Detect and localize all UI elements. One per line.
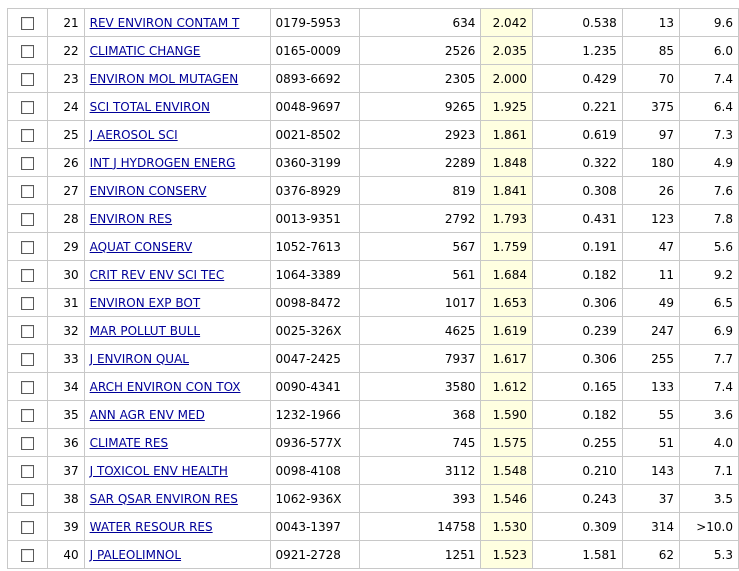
impact-factor-cell: 1.546 [481,485,533,513]
select-cell [8,373,48,401]
impact-factor-cell: 1.841 [481,177,533,205]
journal-title-link[interactable]: ENVIRON CONSERV [89,183,207,198]
issn-cell: 0179-5953 [270,9,360,37]
total-cites-cell: 567 [360,233,481,261]
cited-half-life-cell: 7.1 [680,457,739,485]
rank-cell: 24 [47,93,84,121]
rank-cell: 21 [47,9,84,37]
rank-cell: 22 [47,37,84,65]
cited-half-life-cell: 4.0 [680,429,739,457]
impact-factor-cell: 1.925 [481,93,533,121]
total-cites-cell: 2792 [360,205,481,233]
row-select-checkbox[interactable] [21,465,34,478]
articles-cell: 37 [622,485,679,513]
impact-factor-cell: 2.000 [481,65,533,93]
journal-title-link[interactable]: J ENVIRON QUAL [89,351,189,366]
cited-half-life-cell: 7.6 [680,177,739,205]
total-cites-cell: 9265 [360,93,481,121]
issn-cell: 0048-9697 [270,93,360,121]
row-select-checkbox[interactable] [21,213,34,226]
issn-cell: 0165-0009 [270,37,360,65]
issn-cell: 0021-8502 [270,121,360,149]
journal-title-link[interactable]: REV ENVIRON CONTAM T [89,15,240,30]
select-cell [8,149,48,177]
table-row [8,149,739,177]
issn-cell: 0921-2728 [270,541,360,569]
table-row [8,373,739,401]
immediacy-index-cell: 0.538 [532,9,622,37]
journal-title-cell [84,541,270,569]
articles-cell: 62 [622,541,679,569]
immediacy-index-cell: 0.165 [532,373,622,401]
total-cites-cell: 1251 [360,541,481,569]
select-cell [8,485,48,513]
cited-half-life-cell: 9.2 [680,261,739,289]
impact-factor-cell: 1.590 [481,401,533,429]
journal-title-cell [84,289,270,317]
rank-cell: 34 [47,373,84,401]
select-cell [8,457,48,485]
select-cell [8,317,48,345]
total-cites-cell: 634 [360,9,481,37]
cited-half-life-cell: 6.5 [680,289,739,317]
journal-title-link[interactable]: WATER RESOUR RES [89,519,213,534]
articles-cell: 13 [622,9,679,37]
journal-title-cell [84,37,270,65]
total-cites-cell: 393 [360,485,481,513]
total-cites-cell: 4625 [360,317,481,345]
rank-cell: 39 [47,513,84,541]
select-cell [8,233,48,261]
immediacy-index-cell: 0.309 [532,513,622,541]
journal-title-link[interactable]: MAR POLLUT BULL [89,323,201,338]
articles-cell: 375 [622,93,679,121]
impact-factor-cell: 1.575 [481,429,533,457]
journal-title-cell [84,429,270,457]
issn-cell: 1064-3389 [270,261,360,289]
impact-factor-cell: 1.793 [481,205,533,233]
rank-cell: 23 [47,65,84,93]
immediacy-index-cell: 0.255 [532,429,622,457]
row-select-checkbox[interactable] [21,157,34,170]
journal-title-link[interactable]: J PALEOLIMNOL [89,547,182,562]
journal-title-link[interactable]: ANN AGR ENV MED [89,407,205,422]
table-row [8,289,739,317]
total-cites-cell: 14758 [360,513,481,541]
cited-half-life-cell: 4.9 [680,149,739,177]
table-row [8,9,739,37]
issn-cell: 0893-6692 [270,65,360,93]
rank-cell: 37 [47,457,84,485]
impact-factor-cell: 1.653 [481,289,533,317]
rank-cell: 38 [47,485,84,513]
journal-title-cell [84,149,270,177]
journal-title-link[interactable]: ARCH ENVIRON CON TOX [89,379,241,394]
rank-cell: 30 [47,261,84,289]
table-row [8,485,739,513]
issn-cell: 0360-3199 [270,149,360,177]
cited-half-life-cell: 7.4 [680,373,739,401]
total-cites-cell: 2305 [360,65,481,93]
journal-title-cell [84,401,270,429]
immediacy-index-cell: 0.182 [532,261,622,289]
impact-factor-cell: 1.617 [481,345,533,373]
row-select-checkbox[interactable] [21,409,34,422]
articles-cell: 123 [622,205,679,233]
articles-cell: 133 [622,373,679,401]
articles-cell: 97 [622,121,679,149]
table-row [8,177,739,205]
journal-title-cell [84,233,270,261]
articles-cell: 143 [622,457,679,485]
journal-table-body [8,9,739,569]
impact-factor-cell: 2.035 [481,37,533,65]
journal-table [7,8,739,569]
issn-cell: 0376-8929 [270,177,360,205]
issn-cell: 1052-7613 [270,233,360,261]
journal-title-cell [84,121,270,149]
journal-title-link[interactable]: CLIMATE RES [89,435,169,450]
rank-cell: 29 [47,233,84,261]
total-cites-cell: 7937 [360,345,481,373]
cited-half-life-cell: 5.3 [680,541,739,569]
immediacy-index-cell: 0.239 [532,317,622,345]
table-row [8,401,739,429]
table-row [8,233,739,261]
table-row [8,457,739,485]
rank-cell: 40 [47,541,84,569]
table-row [8,93,739,121]
table-row [8,37,739,65]
total-cites-cell: 368 [360,401,481,429]
articles-cell: 180 [622,149,679,177]
articles-cell: 49 [622,289,679,317]
select-cell [8,541,48,569]
impact-factor-cell: 1.548 [481,457,533,485]
journal-title-link[interactable]: CLIMATIC CHANGE [89,43,201,58]
select-cell [8,289,48,317]
select-cell [8,93,48,121]
total-cites-cell: 2289 [360,149,481,177]
rank-cell: 26 [47,149,84,177]
rank-cell: 25 [47,121,84,149]
row-select-checkbox[interactable] [21,521,34,534]
journal-title-cell [84,373,270,401]
immediacy-index-cell: 0.429 [532,65,622,93]
articles-cell: 247 [622,317,679,345]
immediacy-index-cell: 0.221 [532,93,622,121]
journal-title-link[interactable]: CRIT REV ENV SCI TEC [89,267,225,282]
total-cites-cell: 2923 [360,121,481,149]
issn-cell: 0090-4341 [270,373,360,401]
impact-factor-cell: 1.619 [481,317,533,345]
rank-cell: 35 [47,401,84,429]
total-cites-cell: 3112 [360,457,481,485]
table-row [8,429,739,457]
row-select-checkbox[interactable] [21,381,34,394]
row-select-checkbox[interactable] [21,269,34,282]
total-cites-cell: 2526 [360,37,481,65]
journal-title-cell [84,457,270,485]
total-cites-cell: 561 [360,261,481,289]
journal-title-link[interactable]: J AEROSOL SCI [89,127,178,142]
articles-cell: 85 [622,37,679,65]
select-cell [8,261,48,289]
select-cell [8,345,48,373]
row-select-checkbox[interactable] [21,353,34,366]
immediacy-index-cell: 0.619 [532,121,622,149]
table-row [8,205,739,233]
table-row [8,65,739,93]
articles-cell: 11 [622,261,679,289]
row-select-checkbox[interactable] [21,437,34,450]
impact-factor-cell: 1.684 [481,261,533,289]
issn-cell: 0098-4108 [270,457,360,485]
issn-cell: 0098-8472 [270,289,360,317]
immediacy-index-cell: 0.306 [532,345,622,373]
impact-factor-cell: 1.759 [481,233,533,261]
journal-title-cell [84,205,270,233]
row-select-checkbox[interactable] [21,17,34,30]
immediacy-index-cell: 0.431 [532,205,622,233]
cited-half-life-cell: 3.5 [680,485,739,513]
journal-title-link[interactable]: J TOXICOL ENV HEALTH [89,463,228,478]
row-select-checkbox[interactable] [21,45,34,58]
issn-cell: 0013-9351 [270,205,360,233]
table-row [8,541,739,569]
total-cites-cell: 1017 [360,289,481,317]
row-select-checkbox[interactable] [21,493,34,506]
row-select-checkbox[interactable] [21,185,34,198]
impact-factor-cell: 1.530 [481,513,533,541]
immediacy-index-cell: 1.581 [532,541,622,569]
impact-factor-cell: 2.042 [481,9,533,37]
row-select-checkbox[interactable] [21,325,34,338]
cited-half-life-cell: 5.6 [680,233,739,261]
cited-half-life-cell: 7.8 [680,205,739,233]
journal-title-link[interactable]: AQUAT CONSERV [89,239,193,254]
impact-factor-cell: 1.861 [481,121,533,149]
cited-half-life-cell: 3.6 [680,401,739,429]
journal-title-link[interactable]: ENVIRON RES [89,211,173,226]
articles-cell: 255 [622,345,679,373]
row-select-checkbox[interactable] [21,297,34,310]
cited-half-life-cell: 7.3 [680,121,739,149]
journal-title-cell [84,177,270,205]
total-cites-cell: 3580 [360,373,481,401]
row-select-checkbox[interactable] [21,101,34,114]
cited-half-life-cell: 6.4 [680,93,739,121]
issn-cell: 0047-2425 [270,345,360,373]
journal-title-cell [84,93,270,121]
row-select-checkbox[interactable] [21,73,34,86]
total-cites-cell: 819 [360,177,481,205]
immediacy-index-cell: 0.322 [532,149,622,177]
journal-title-cell [84,345,270,373]
row-select-checkbox[interactable] [21,129,34,142]
issn-cell: 0025-326X [270,317,360,345]
issn-cell: 1062-936X [270,485,360,513]
rank-cell: 33 [47,345,84,373]
cited-half-life-cell: 9.6 [680,9,739,37]
articles-cell: 26 [622,177,679,205]
select-cell [8,401,48,429]
select-cell [8,513,48,541]
immediacy-index-cell: 0.210 [532,457,622,485]
cited-half-life-cell: 6.9 [680,317,739,345]
issn-cell: 0043-1397 [270,513,360,541]
cited-half-life-cell: >10.0 [680,513,739,541]
table-row [8,121,739,149]
table-row [8,261,739,289]
journal-title-cell [84,261,270,289]
impact-factor-cell: 1.848 [481,149,533,177]
select-cell [8,9,48,37]
articles-cell: 70 [622,65,679,93]
table-row [8,317,739,345]
journal-title-link[interactable]: SCI TOTAL ENVIRON [89,99,210,114]
table-row [8,345,739,373]
select-cell [8,177,48,205]
select-cell [8,429,48,457]
cited-half-life-cell: 6.0 [680,37,739,65]
journal-title-link[interactable]: ENVIRON MOL MUTAGEN [89,71,239,86]
row-select-checkbox[interactable] [21,241,34,254]
select-cell [8,205,48,233]
select-cell [8,121,48,149]
issn-cell: 0936-577X [270,429,360,457]
immediacy-index-cell: 0.306 [532,289,622,317]
immediacy-index-cell: 0.243 [532,485,622,513]
rank-cell: 32 [47,317,84,345]
cited-half-life-cell: 7.7 [680,345,739,373]
journal-title-link[interactable]: INT J HYDROGEN ENERG [89,155,236,170]
journal-title-cell [84,9,270,37]
immediacy-index-cell: 0.191 [532,233,622,261]
journal-title-cell [84,317,270,345]
journal-title-link[interactable]: ENVIRON EXP BOT [89,295,201,310]
table-row [8,513,739,541]
immediacy-index-cell: 1.235 [532,37,622,65]
issn-cell: 1232-1966 [270,401,360,429]
rank-cell: 36 [47,429,84,457]
rank-cell: 28 [47,205,84,233]
cited-half-life-cell: 7.4 [680,65,739,93]
total-cites-cell: 745 [360,429,481,457]
row-select-checkbox[interactable] [21,549,34,562]
immediacy-index-cell: 0.308 [532,177,622,205]
impact-factor-cell: 1.523 [481,541,533,569]
select-cell [8,37,48,65]
articles-cell: 314 [622,513,679,541]
rank-cell: 31 [47,289,84,317]
select-cell [8,65,48,93]
articles-cell: 55 [622,401,679,429]
immediacy-index-cell: 0.182 [532,401,622,429]
impact-factor-cell: 1.612 [481,373,533,401]
journal-title-cell [84,485,270,513]
articles-cell: 51 [622,429,679,457]
rank-cell: 27 [47,177,84,205]
articles-cell: 47 [622,233,679,261]
journal-title-link[interactable]: SAR QSAR ENVIRON RES [89,491,238,506]
journal-title-cell [84,513,270,541]
journal-title-cell [84,65,270,93]
